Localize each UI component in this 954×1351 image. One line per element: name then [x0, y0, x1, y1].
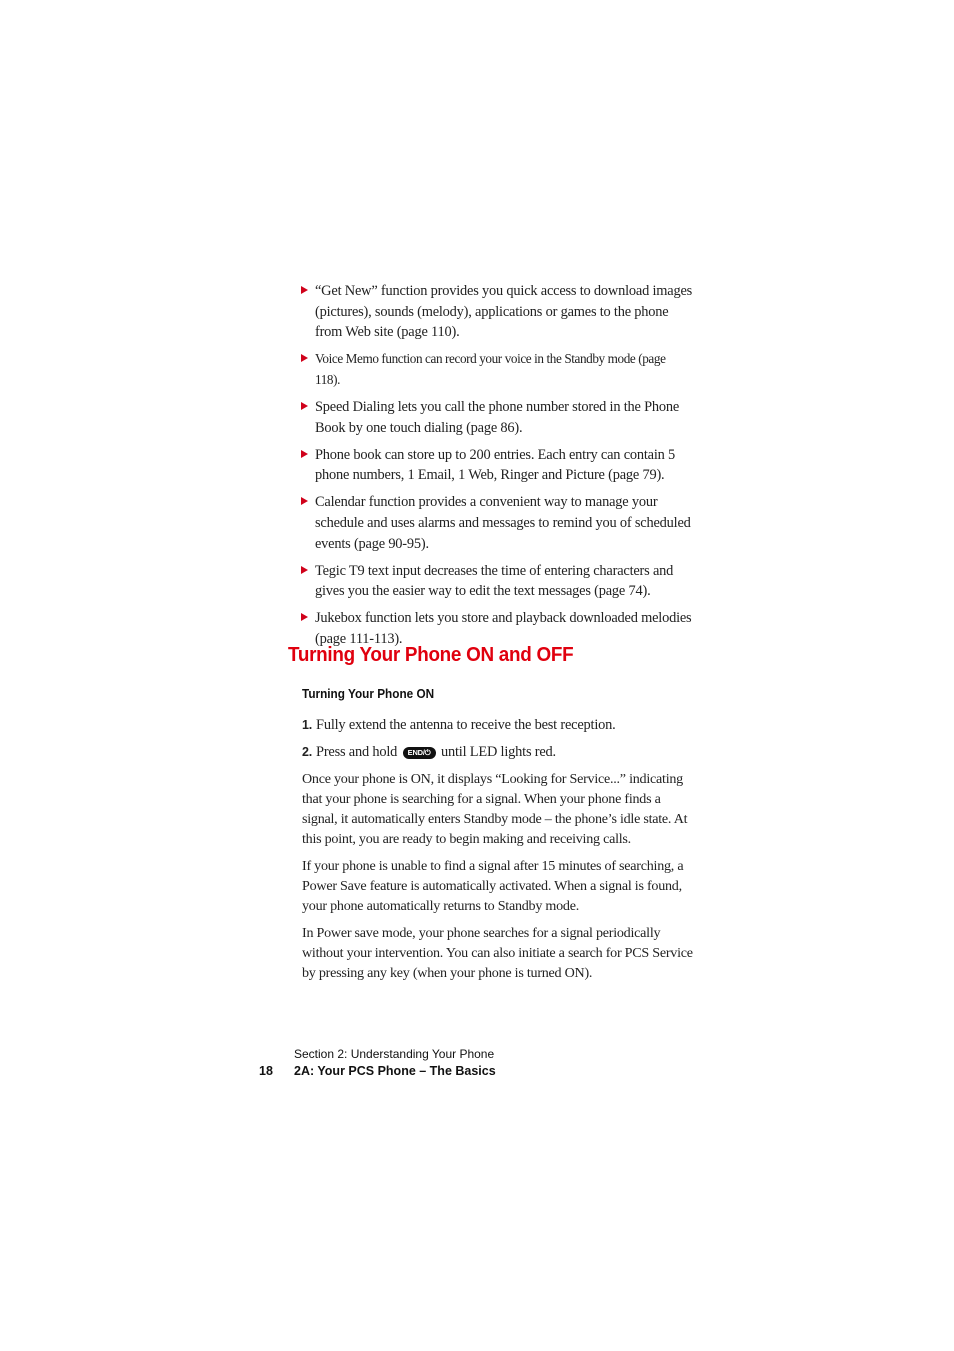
bullet-item: “Get New” function provides you quick access to download images (pictures), sounds (melody), applications or games to the phone from Web site (page 110). — [301, 281, 693, 343]
body-text — [302, 769, 694, 989]
steps-list — [302, 715, 694, 769]
paragraph: In Power save mode, your phone searches for a signal periodically without your intervention. You can also initiate a search for PCS Service by pressing any key (when your phone is turned ON). — [302, 924, 693, 981]
bullet-arrow-icon — [301, 286, 308, 294]
footer-section-title: Section 2: Understanding Your Phone — [294, 1047, 495, 1061]
bullet-arrow-icon — [301, 613, 308, 621]
section-heading: Turning Your Phone ON and OFF — [288, 643, 574, 666]
bullet-item: Tegic T9 text input decreases the time of entering characters and gives you the easier way to edit the text messages (page 74). — [301, 561, 693, 602]
bullet-arrow-icon — [301, 354, 308, 362]
step-item — [302, 715, 694, 736]
step-text: Fully extend the antenna to receive the best reception. — [316, 717, 616, 733]
paragraph: Once your phone is ON, it displays “Looking for Service...” indicating that your phone is searching for a signal. When your phone finds a signal, it automatically enters Standby mode – the phone’s idle state. At this point, you are ready to begin making and receiving calls. — [302, 771, 688, 848]
bullet-arrow-icon — [301, 450, 308, 458]
step-item — [302, 742, 694, 763]
footer-chapter-title: 2A: Your PCS Phone – The Basics — [294, 1064, 496, 1078]
step-text: Press and hold — [316, 743, 398, 760]
bullet-arrow-icon — [301, 497, 308, 505]
page-number: 18 — [259, 1064, 273, 1078]
paragraph: If your phone is unable to find a signal after 15 minutes of searching, a Power Save feature is automatically activated. When a signal is found, your phone automatically returns to Standby mode. — [302, 857, 684, 915]
bullet-arrow-icon — [301, 566, 308, 574]
step-number: 1. — [302, 718, 313, 732]
bullet-item: Phone book can store up to 200 entries. Each entry can contain 5 phone numbers, 1 Email, 1 Web, Ringer and Picture (page 79). — [301, 445, 693, 486]
bullet-item: Speed Dialing lets you call the phone number stored in the Phone Book by one touch dialing (page 86). — [301, 397, 693, 438]
feature-bullet-list — [301, 281, 693, 656]
bullet-item: Calendar function provides a convenient way to manage your schedule and uses alarms and messages to remind you of scheduled events (page 90-95). — [301, 492, 693, 554]
step-number: 2. — [302, 744, 313, 759]
bullet-item: Voice Memo function can record your voice in the Standby mode (page 118). — [301, 349, 693, 390]
step-text: until LED lights red. — [441, 743, 556, 760]
end-power-key-icon: END/⏻ — [403, 747, 436, 759]
bullet-arrow-icon — [301, 402, 308, 410]
subsection-heading: Turning Your Phone ON — [302, 686, 435, 701]
bullet-item: Jukebox function lets you store and playback downloaded melodies (page 111-113). — [301, 608, 693, 649]
